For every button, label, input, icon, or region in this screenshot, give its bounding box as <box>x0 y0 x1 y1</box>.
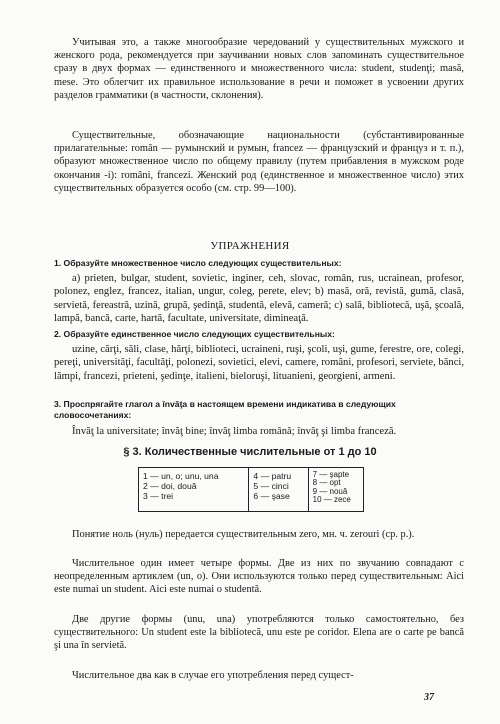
exercise-1-heading: 1. Образуйте множественное число следующих существительных: <box>54 258 342 268</box>
numeral-8: 8 — opt <box>312 478 341 488</box>
numeral-10: 10 — zece <box>312 495 351 505</box>
numeral-2: 2 — doi, două <box>143 481 197 491</box>
paragraph-2: Существительные, обозначающие национальности (субстантивированные прилагательные: român — румынский и румын, francez — французский и француз и т. п.), образуют множественное число по общему правилу (путем прибавления в мужском роде окончания -i): români, francezi. Женский род (единственное и множественное число) этих существительных образуется особо (см. стр. 99—100). <box>54 130 464 194</box>
numeral-5: 5 — cinci <box>253 481 289 491</box>
paragraph-two: Числительное два как в случае его употребления перед сущест- <box>72 670 354 681</box>
exercises-heading: УПРАЖНЕНИЯ <box>210 240 290 252</box>
paragraph-1: Учитывая это, а также многообразие чередований у существительных мужского и женского рода, рекомендуется при заучивании новых слов запоминать существительное сразу в двух формах — единственного и множественного числа: student, studenţi; masă, mese. Это облегчит их правильное использование в речи и поможет в усвоении других разделов грамматики (в частности, склонения). <box>54 37 464 101</box>
exercise-2-body: uzine, cărţi, săli, clase, hărţi, biblioteci, ucraineni, ruşi, şcoli, uşi, gume, ferestre, ore, colegi, pereţi, universităţi, facultăţi, polonezi, sovietici, elevi, camere, români, profesori, serviete, bănci, lămpi, francezi, prieteni, şedinţe, italieni, bieloruşi, lituanieni, georgieni, armeni. <box>54 344 464 382</box>
numerals-column-2 <box>249 468 308 511</box>
exercise-1-body: a) prieten, bulgar, student, sovietic, inginer, ceh, slovac, român, rus, ucrainean, profesor, polonez, englez, francez, italian, ungur, coleg, perete, elev; b) masă, oră, revistă, gumă, clasă, servietă, fereastră, uzină, grupă, şedinţă, studentă, elevă, cameră; c) sală, bibliotecă, uşă, şcoală, lampă, bancă, carte, hartă, facultate, universitate, dimineaţă. <box>54 273 464 325</box>
numeral-4: 4 — patru <box>253 471 292 481</box>
exercise-3-body: Învăţ la universitate; învăţ bine; învăţ limba română; învăţ şi limba franceză. <box>72 426 397 437</box>
paragraph-one: Числительное один имеет четыре формы. Две из них по звучанию совпадают с неопределенным артиклем (un, o). Они используются только перед существительным: Aici este numai un student. Aici este numai o studentă. <box>54 558 464 596</box>
numeral-9: 9 — nouă <box>312 486 348 496</box>
numeral-6: 6 — şase <box>253 491 290 501</box>
page-number: 37 <box>424 692 434 703</box>
numeral-7: 7 — şapte <box>312 470 350 479</box>
exercise-3-heading: 3. Проспрягайте глагол a învăţa в настоящем времени индикатива в следующих словосочетаниях: <box>54 399 396 420</box>
numerals-table <box>138 467 364 512</box>
numeral-1: 1 — un, o; unu, una <box>143 471 219 481</box>
section-title: § 3. Количественные числительные от 1 до 10 <box>123 446 377 458</box>
exercise-2-heading: 2. Образуйте единственное число следующих существительных: <box>54 329 335 339</box>
paragraph-unu-una: Две другие формы (unu, una) употребляются только самостоятельно, без существительного: Un student este la bibliotecă, unu este pe coridor. Elena are o carte pe bancă şi una în servietă. <box>54 614 464 652</box>
paragraph-zero: Понятие ноль (нуль) передается существительным zero, мн. ч. zerouri (ср. р.). <box>72 529 415 540</box>
numerals-column-1 <box>139 468 249 511</box>
numeral-3: 3 — trei <box>143 491 174 501</box>
numerals-column-3 <box>309 468 363 511</box>
